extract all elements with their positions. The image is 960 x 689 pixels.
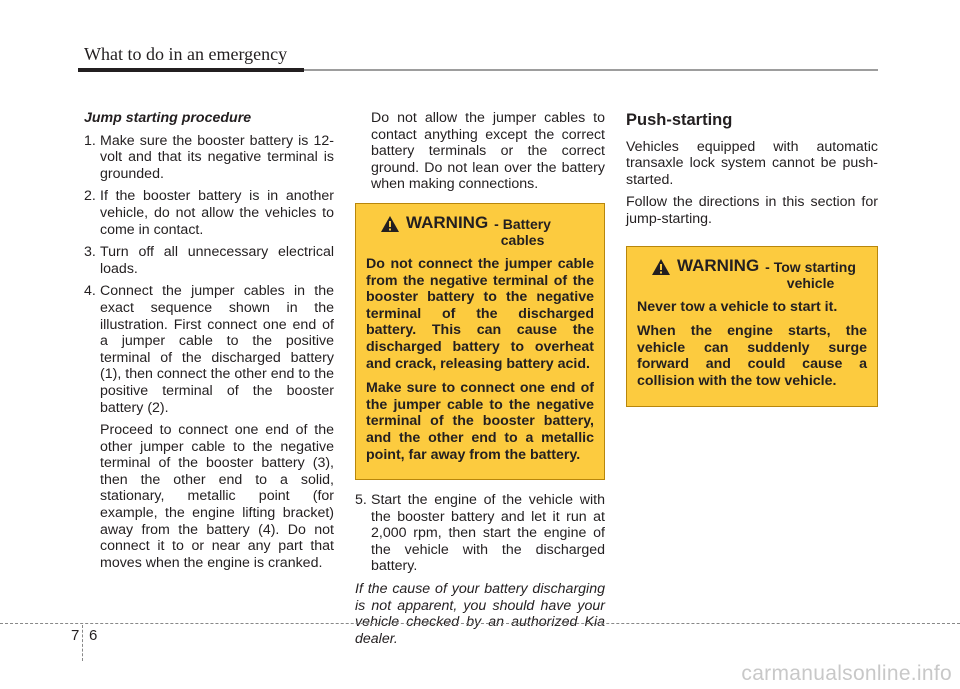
warning-paragraph: When the engine starts, the vehicle can suddenly surge forward and could cause a collision with the tow vehicle. (637, 323, 867, 389)
warning-triangle-icon (380, 215, 400, 233)
warning-paragraph: Do not connect the jumper cable from the negative terminal of the booster battery to the negative terminal of the discharged battery. This can cause the discharged battery to overheat and crack, releasing battery acid. (366, 255, 594, 372)
middle-column (355, 110, 605, 653)
jump-start-subheading: Jump starting procedure (84, 110, 252, 126)
step-5: 5. Start the engine of the vehicle with the booster battery and let it run at 2,000 rpm, then start the engine of the vehicle with the discharged battery. (355, 492, 605, 575)
step-1: 1. Make sure the booster battery is 12-volt and that its negative terminal is grounded. (84, 132, 334, 182)
warning-word: WARNING (677, 255, 760, 275)
warning-subtitle: - Tow starting vehicle (765, 258, 856, 291)
warning-title (637, 257, 867, 291)
push-start-paragraph: Follow the directions in this section for jump-starting. (626, 194, 878, 227)
page-number: 6 (89, 627, 98, 644)
warning-tow-starting (626, 246, 878, 407)
warning-paragraph: Make sure to connect one end of the jumper cable to the negative terminal of the booster battery, and the other end to a metallic point, far away from the battery. (366, 380, 594, 463)
step-4: 4. Connect the jumper cables in the exact sequence shown in the illustration. First connect one end of a jumper cable to the positive terminal of the discharged battery (1), then connect the other end to the positive terminal of the booster battery (2). (84, 283, 334, 416)
warning-battery-cables (355, 203, 605, 480)
warning-paragraph: Never tow a vehicle to start it. (637, 298, 838, 315)
right-column (626, 110, 878, 419)
battery-discharge-note: If the cause of your battery discharging is not apparent, you should have your vehicle checked by an authorized Kia dealer. (355, 581, 605, 647)
left-column (84, 110, 334, 577)
push-starting-heading: Push-starting (626, 111, 733, 129)
warning-triangle-icon (651, 258, 671, 276)
page-number-divider (82, 625, 83, 661)
section-number: 7 (71, 627, 80, 644)
step-4-continued: Proceed to connect one end of the other jumper cable to the negative terminal of the booster battery (3), then the other end to a solid, stationary, metallic point (for example, the engine lifting bracket) away from the battery (4). Do not connect it to or near any part that moves when the engine is cranked. (100, 422, 334, 571)
step-3: 3. Turn off all unnecessary electrical loads. (84, 244, 334, 277)
step-4-note: Do not allow the jumper cables to contact anything except the correct battery terminals or the correct ground. Do not lean over the battery when making connections. (371, 110, 605, 193)
warning-word: WARNING (406, 212, 489, 232)
push-start-paragraph: Vehicles equipped with automatic transaxle lock system cannot be push-started. (626, 138, 878, 188)
watermark: carmanualsonline.info (741, 662, 952, 685)
page-header-title: What to do in an emergency (84, 44, 288, 64)
footer-rule (0, 623, 960, 624)
step-2: 2. If the booster battery is in another vehicle, do not allow the vehicles to come in contact. (84, 188, 334, 238)
warning-title (366, 214, 594, 248)
header-rule (78, 68, 878, 72)
warning-subtitle: - Battery cables (494, 215, 551, 248)
